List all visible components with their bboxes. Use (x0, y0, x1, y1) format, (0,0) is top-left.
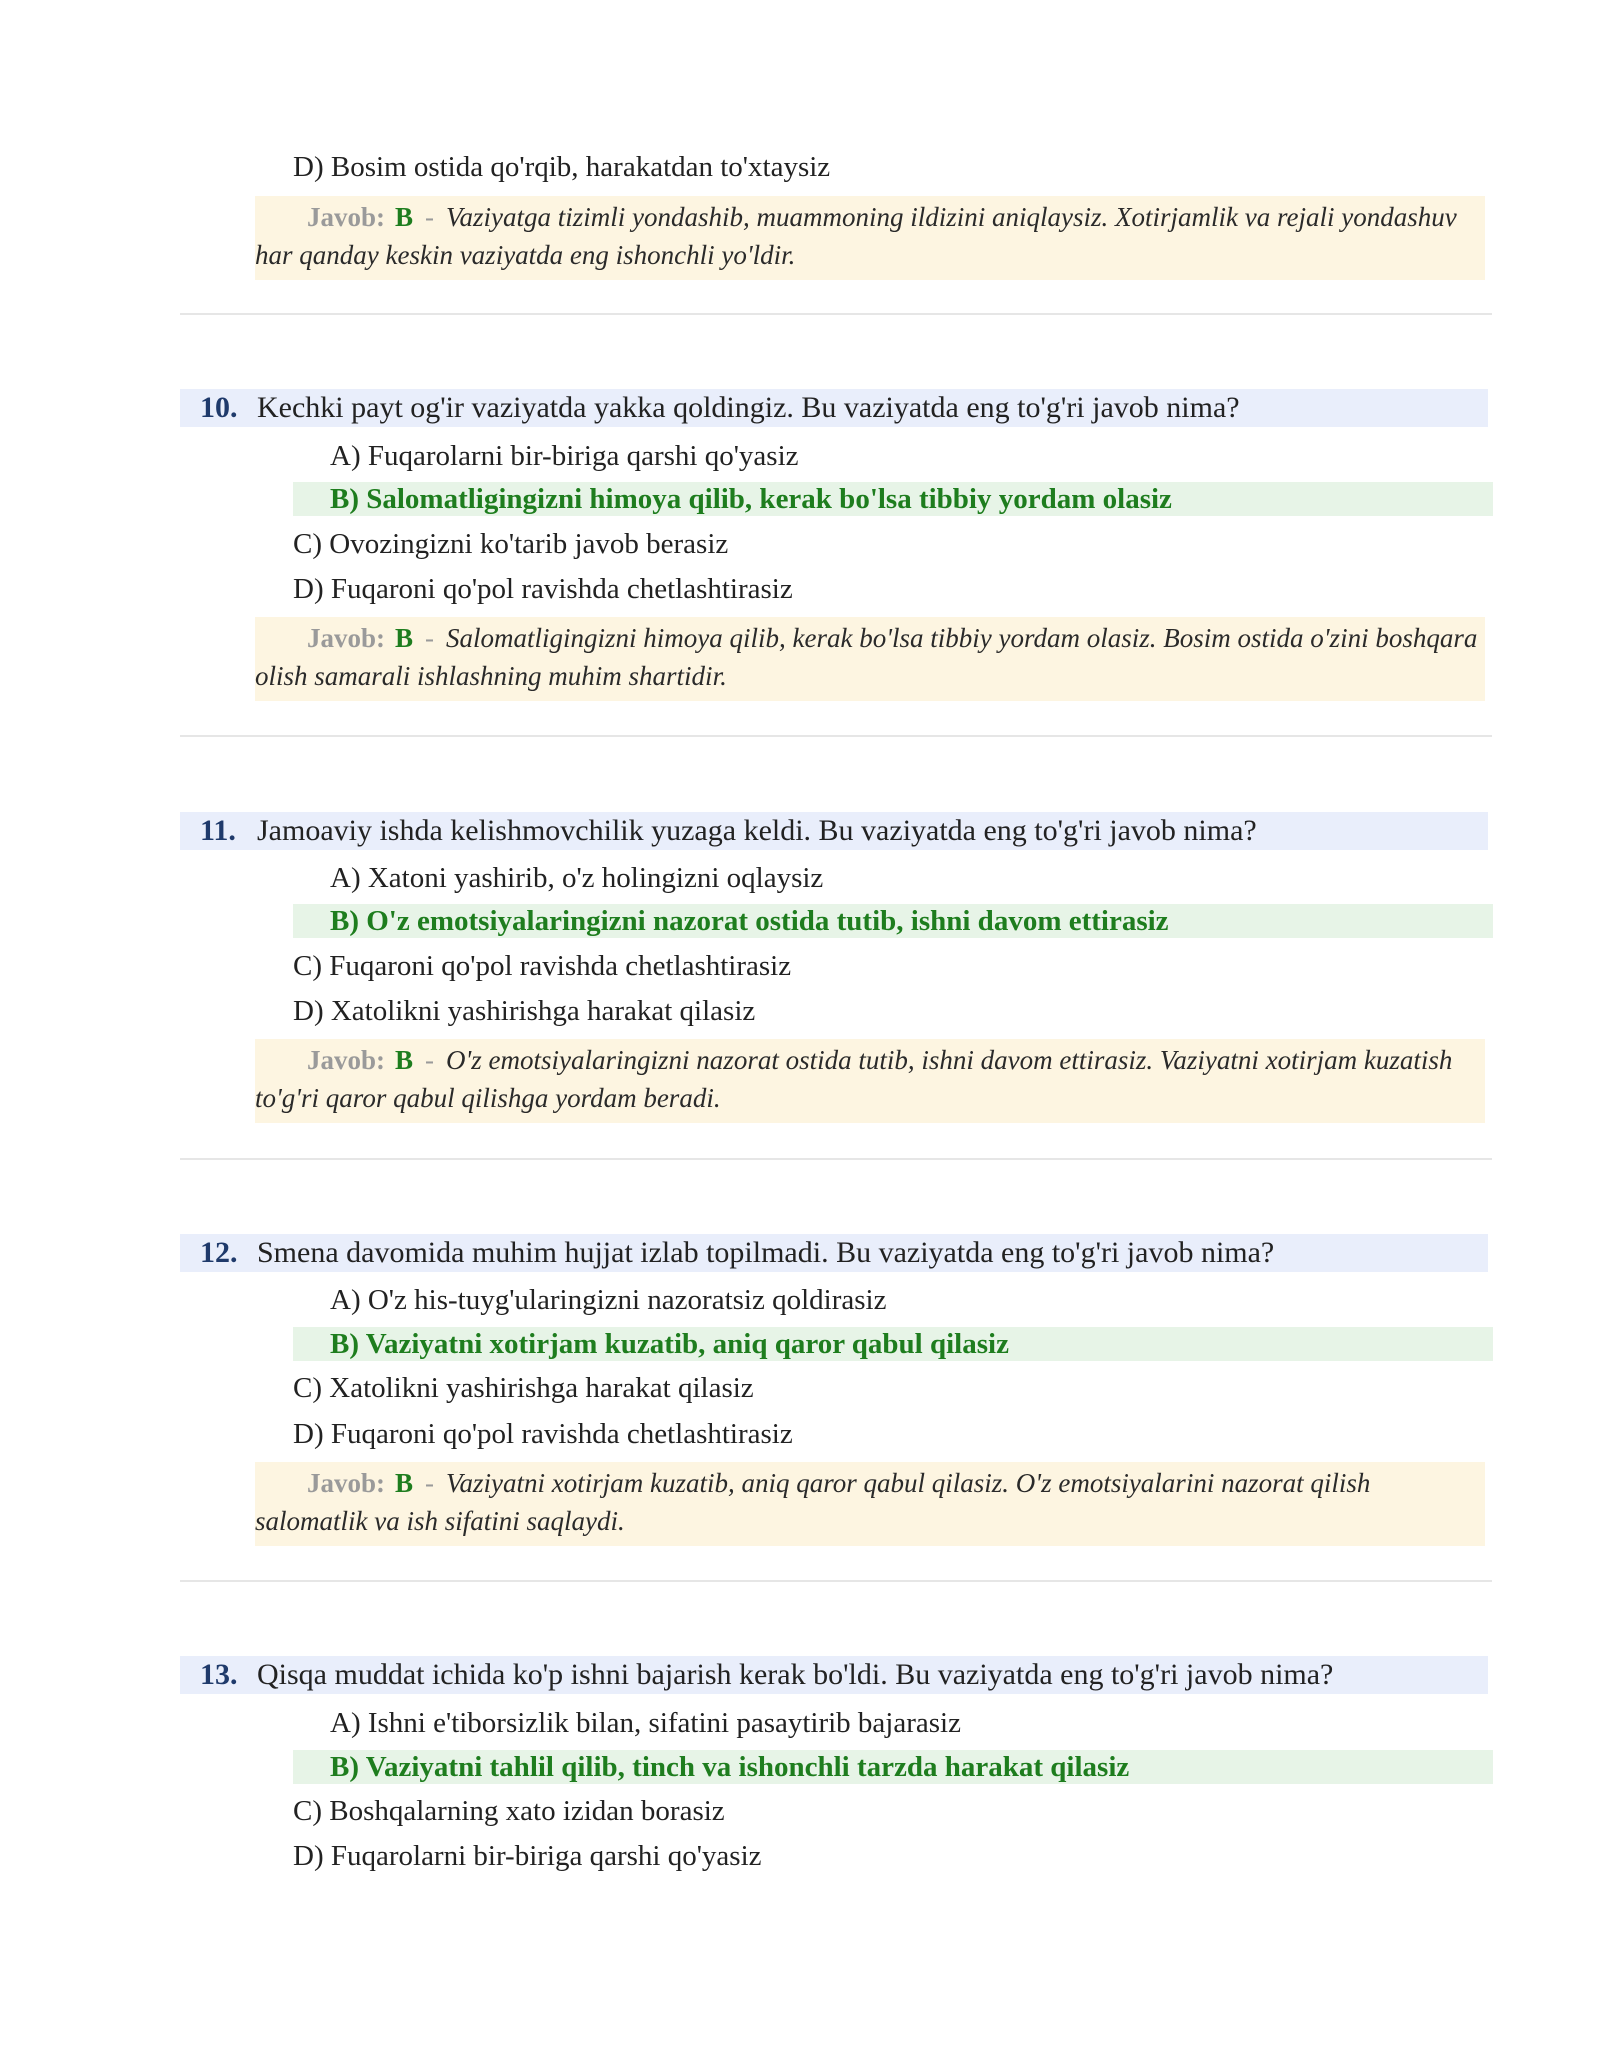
answer-letter: B (395, 1468, 414, 1498)
q13-option-a: A) Ishni e'tiborsizlik bilan, sifatini pasaytirib bajarasiz (330, 1707, 961, 1739)
question-text: Qisqa muddat ichida ko'p ishni bajarish kerak bo'ldi. Bu vaziyatda eng to'g'ri javob nima? (257, 1658, 1334, 1691)
divider (180, 1580, 1492, 1582)
divider (180, 1158, 1492, 1160)
answer-letter: B (395, 202, 414, 232)
q13-option-c: C) Boshqalarning xato izidan borasiz (293, 1795, 725, 1827)
q9-option-d: D) Bosim ostida qo'rqib, harakatdan to'xtaysiz (293, 151, 831, 183)
q12-answer-box (255, 1462, 1485, 1546)
question-11-header (180, 812, 1488, 850)
question-12-header (180, 1234, 1488, 1272)
q11-answer-box (255, 1039, 1485, 1123)
q12-option-a: A) O'z his-tuyg'ularingizni nazoratsiz qoldirasiz (330, 1284, 887, 1316)
q11-option-a: A) Xatoni yashirib, o'z holingizni oqlaysiz (330, 862, 824, 894)
q10-option-c: C) Ovozingizni ko'tarib javob berasiz (293, 528, 729, 560)
divider (180, 313, 1492, 315)
answer-letter: B (395, 623, 414, 653)
question-10-header (180, 389, 1488, 427)
question-number: 11. (200, 814, 236, 847)
q12-option-c: C) Xatolikni yashirishga harakat qilasiz (293, 1372, 754, 1404)
question-13-header (180, 1656, 1488, 1694)
q10-option-d: D) Fuqaroni qo'pol ravishda chetlashtirasiz (293, 573, 793, 605)
q11-option-d: D) Xatolikni yashirishga harakat qilasiz (293, 995, 756, 1027)
q9-answer-box (255, 196, 1485, 280)
question-text: Smena davomida muhim hujjat izlab topilmadi. Bu vaziyatda eng to'g'ri javob nima? (257, 1236, 1275, 1269)
question-number: 13. (200, 1658, 238, 1691)
answer-dash: - (425, 1468, 435, 1498)
answer-explanation: Vaziyatni xotirjam kuzatib, aniq qaror qabul qilasiz. O'z emotsiyalarini nazorat qilish salomatlik va ish sifatini saqlaydi. (255, 1468, 1371, 1536)
answer-letter: B (395, 1045, 414, 1075)
q12-option-b-correct: B) Vaziyatni xotirjam kuzatib, aniq qaror qabul qilasiz (293, 1327, 1493, 1361)
divider (180, 735, 1492, 737)
answer-label: Javob: (307, 623, 386, 653)
question-text: Kechki payt og'ir vaziyatda yakka qoldingiz. Bu vaziyatda eng to'g'ri javob nima? (257, 391, 1240, 424)
answer-explanation: Salomatligingizni himoya qilib, kerak bo'lsa tibbiy yordam olasiz. Bosim ostida o'zini boshqara olish samarali ishlashning muhim shartidir. (255, 623, 1478, 691)
question-number: 12. (200, 1236, 238, 1269)
answer-dash: - (425, 623, 435, 653)
q13-option-b-correct: B) Vaziyatni tahlil qilib, tinch va ishonchli tarzda harakat qilasiz (293, 1750, 1493, 1784)
question-text: Jamoaviy ishda kelishmovchilik yuzaga keldi. Bu vaziyatda eng to'g'ri javob nima? (257, 814, 1257, 847)
q12-option-d: D) Fuqaroni qo'pol ravishda chetlashtirasiz (293, 1418, 793, 1450)
q10-option-a: A) Fuqarolarni bir-biriga qarshi qo'yasiz (330, 440, 799, 472)
q11-option-b-correct: B) O'z emotsiyalaringizni nazorat ostida tutib, ishni davom ettirasiz (293, 904, 1493, 938)
q11-option-c: C) Fuqaroni qo'pol ravishda chetlashtirasiz (293, 950, 792, 982)
answer-dash: - (425, 1045, 435, 1075)
question-number: 10. (200, 391, 238, 424)
q10-answer-box (255, 617, 1485, 701)
q13-option-d: D) Fuqarolarni bir-biriga qarshi qo'yasiz (293, 1840, 762, 1872)
q10-option-b-correct: B) Salomatligingizni himoya qilib, kerak bo'lsa tibbiy yordam olasiz (293, 482, 1493, 516)
answer-dash: - (425, 202, 435, 232)
answer-label: Javob: (307, 1468, 386, 1498)
answer-label: Javob: (307, 202, 386, 232)
answer-label: Javob: (307, 1045, 386, 1075)
answer-explanation: Vaziyatga tizimli yondashib, muammoning ildizini aniqlaysiz. Xotirjamlik va rejali yondashuv har qanday keskin vaziyatda eng ishonchli yo'ldir. (255, 202, 1457, 270)
answer-explanation: O'z emotsiyalaringizni nazorat ostida tutib, ishni davom ettirasiz. Vaziyatni xotirjam kuzatish to'g'ri qaror qabul qilishga yordam beradi. (255, 1045, 1453, 1113)
